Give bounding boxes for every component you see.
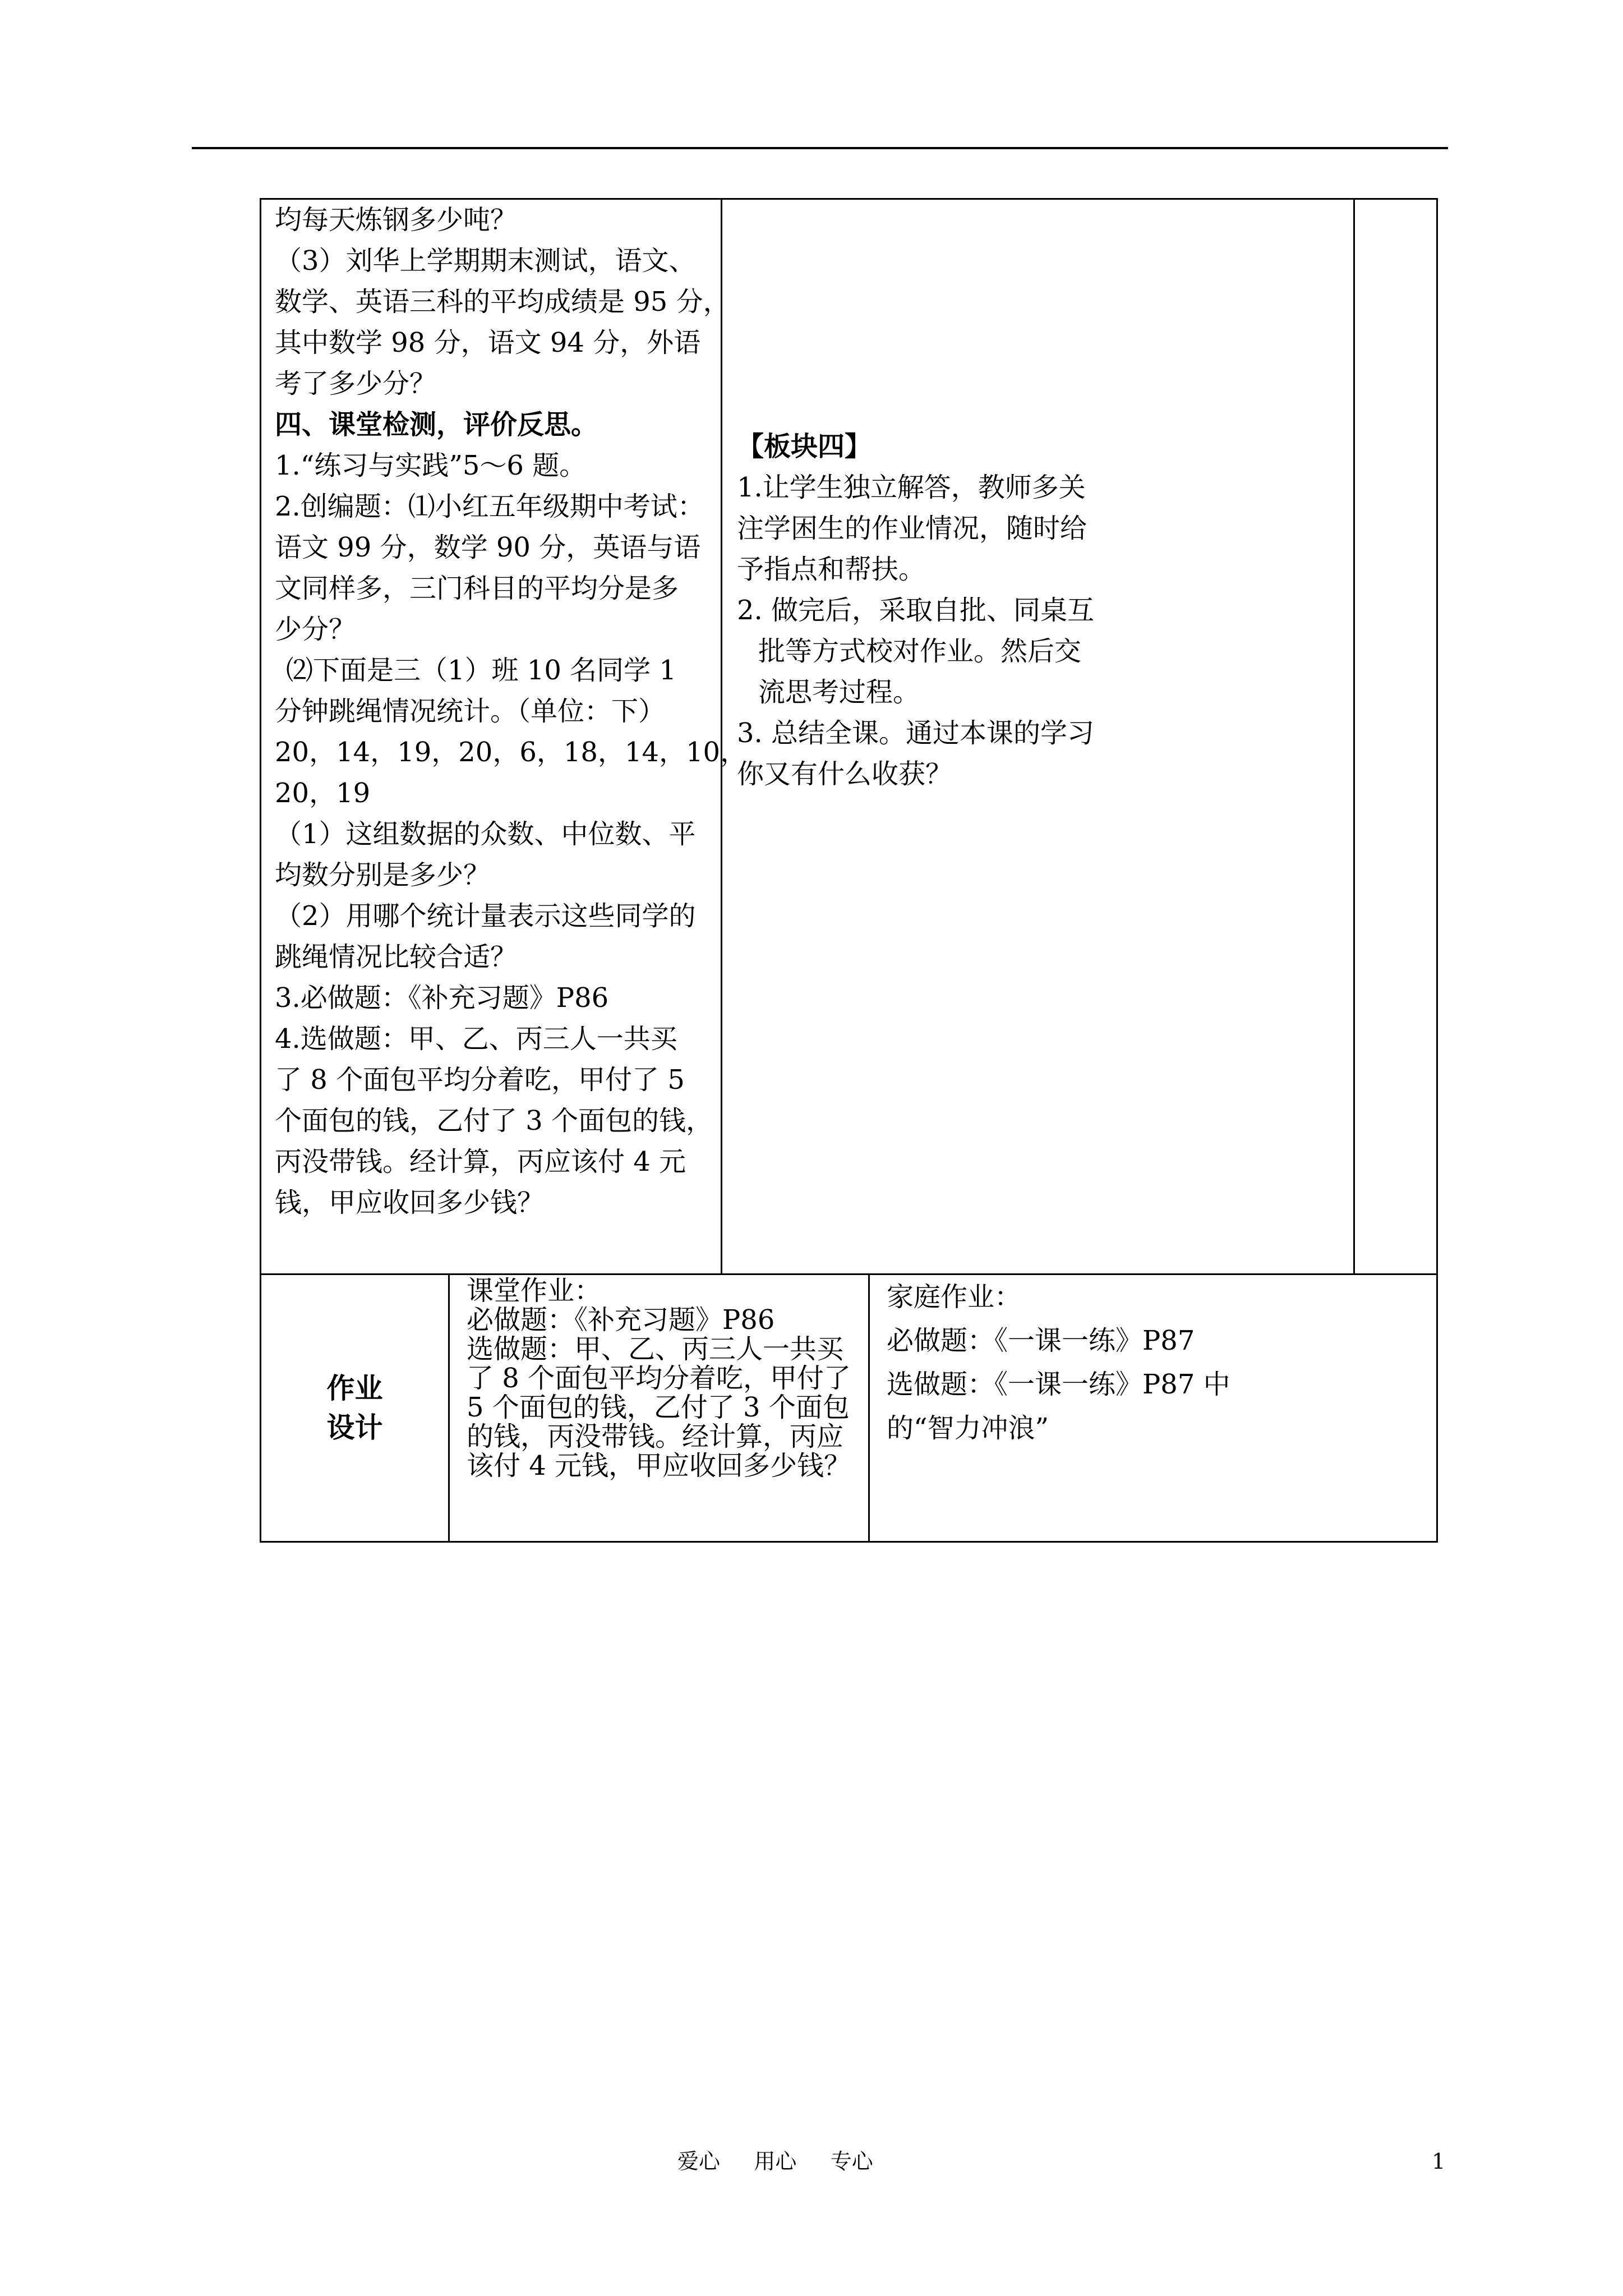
process-line: 20，19 [275, 777, 371, 809]
section-heading: 四、课堂检测，评价反思。 [275, 409, 598, 440]
guide-line: 1.让学生独立解答，教师多关 [737, 472, 1086, 503]
process-line: 丙没带钱。经计算，丙应该付 4 元 [275, 1146, 686, 1177]
process-line: 数学、英语三科的平均成绩是 95 分， [275, 286, 730, 318]
process-row [261, 199, 1437, 1274]
process-line: 了 8 个面包平均分着吃，甲付了 5 [275, 1064, 685, 1096]
process-line: 跳绳情况比较合适？ [275, 941, 518, 973]
homework-label: 设计 [326, 1411, 383, 1444]
process-line: 少分？ [275, 614, 356, 645]
classwork-line: 必做题：《补充习题》P86 [467, 1304, 775, 1336]
homework-label-cell [261, 1274, 449, 1542]
process-line: （2）用哪个统计量表示这些同学的 [275, 900, 696, 932]
page-number: 1 [1432, 2149, 1446, 2174]
process-line: 分钟跳绳情况统计。（单位：下） [275, 696, 666, 727]
process-line: 3.必做题：《补充习题》P86 [275, 982, 609, 1014]
process-line: ⑵下面是三（1）班 10 名同学 1 [286, 655, 676, 686]
guide-line: 流思考过程。 [758, 677, 920, 708]
process-line: 钱，甲应收回多少钱？ [275, 1187, 545, 1218]
classwork-line: 了 8 个面包平均分着吃，甲付了 [467, 1363, 851, 1394]
process-line: 2.创编题：⑴小红五年级期中考试： [275, 491, 704, 522]
lesson-plan-table [260, 198, 1438, 1543]
classwork-line: 5 个面包的钱，乙付了 3 个面包 [467, 1392, 850, 1423]
process-line: 20，14，19，20，6，18，14，10， [275, 737, 748, 768]
guide-line: 3. 总结全课。通过本课的学习 [737, 717, 1095, 749]
process-line: 其中数学 98 分，语文 94 分，外语 [275, 327, 701, 358]
guide-cell [722, 199, 1354, 1274]
footer-motto: 爱心 用心 专心 [677, 2149, 873, 2174]
process-line: 均数分别是多少？ [275, 859, 491, 891]
notes-cell [1354, 199, 1437, 1274]
guide-spacer [737, 200, 1343, 426]
process-line: （3）刘华上学期期末测试，语文、 [275, 245, 696, 277]
guide-line: 注学困生的作业情况，随时给 [737, 513, 1087, 544]
guide-heading: 【板块四】 [737, 431, 872, 462]
homework-line: 家庭作业： [887, 1281, 1022, 1313]
homework-line: 选做题：《一课一练》P87 中 [887, 1369, 1230, 1400]
homework-line: 必做题：《一课一练》P87 [887, 1325, 1195, 1356]
homework-line: 的“智力冲浪” [887, 1412, 1049, 1444]
classwork-cell [449, 1274, 869, 1542]
header-rule [192, 147, 1448, 149]
homework-label: 作业 [326, 1372, 383, 1405]
classwork-line: 该付 4 元钱，甲应收回多少钱？ [467, 1450, 851, 1481]
classwork-line: 课堂作业： [467, 1275, 602, 1306]
classwork-line: 选做题：甲、乙、丙三人一共买 [467, 1333, 844, 1365]
process-line: 4.选做题：甲、乙、丙三人一共买 [275, 1023, 677, 1055]
guide-line: 你又有什么收获？ [737, 758, 953, 790]
process-line: 语文 99 分，数学 90 分，英语与语 [275, 532, 701, 563]
process-line: 均每天炼钢多少吨？ [275, 204, 518, 236]
process-cell [261, 199, 748, 1274]
homework-cell [869, 1274, 1437, 1542]
classwork-line: 的钱，丙没带钱。经计算，丙应 [467, 1421, 844, 1452]
guide-line: 2. 做完后，采取自批、同桌互 [737, 595, 1095, 626]
process-line: （1）这组数据的众数、中位数、平 [275, 818, 696, 850]
process-line: 个面包的钱，乙付了 3 个面包的钱， [275, 1105, 713, 1137]
process-line: 1.“练习与实践”5～6 题。 [275, 450, 587, 481]
guide-line: 批等方式校对作业。然后交 [758, 636, 1082, 667]
guide-line: 予指点和帮扶。 [737, 554, 926, 585]
process-line: 文同样多，三门科目的平均分是多 [275, 573, 679, 604]
process-line: 考了多少分？ [275, 368, 437, 399]
homework-row [261, 1274, 1437, 1542]
